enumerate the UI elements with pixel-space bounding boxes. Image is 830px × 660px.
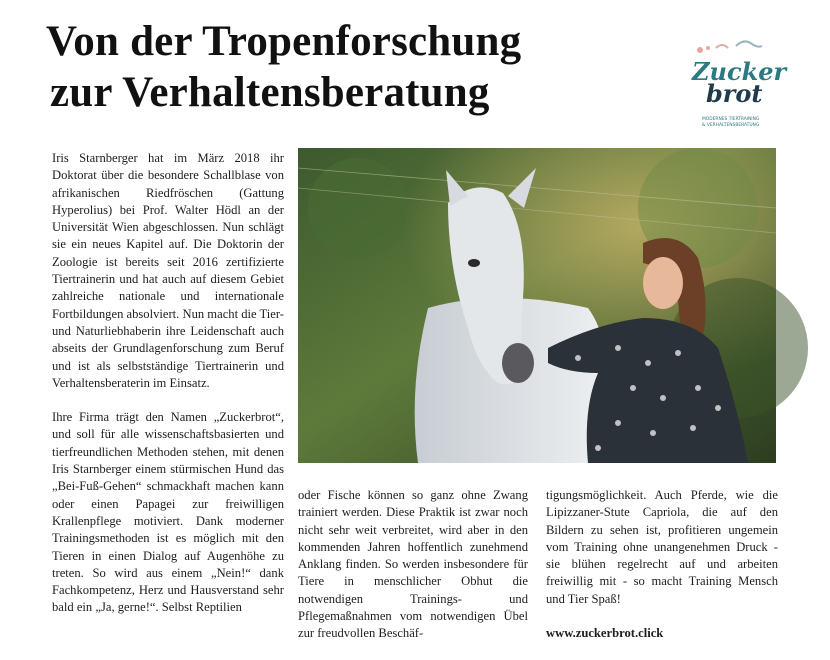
headline-line-1: Von der Tropenforschung xyxy=(46,18,522,65)
headline-line-2: zur Verhaltensberatung xyxy=(50,69,490,116)
website-link[interactable]: www.zuckerbrot.click xyxy=(546,626,664,641)
zuckerbrot-logo xyxy=(686,26,787,134)
article-column-1 xyxy=(52,150,284,634)
article-column-3 xyxy=(546,487,778,642)
headline xyxy=(46,16,521,118)
logo-word-2: brot xyxy=(706,79,763,108)
article-column-2 xyxy=(298,487,528,660)
article-paragraph-2: Ihre Firma trägt den Namen „Zuckerbrot“, und soll für alle wissenschaftsbasierten und tierfreundlichen Methoden stehen, mit denen Iris Starnberger einem stürmischen Hund das „Bei-Fuß-Gehen“ schmackhaft machen kann oder einen Papagei zur freiwilligen Krallenpflege motiviert. Dank moderner Trainingsmethoden ist es möglich mit den Tieren in einen Dialog auf Augenhöhe zu treten. So wird aus einem „Nein!“ dank Fachkompetenz, Herz und Hausverstand sehr bald ein „Ja, gerne!“. Selbst Reptilien xyxy=(52,410,284,615)
zuckerbrot-logo-icon xyxy=(686,26,787,134)
article-paragraph-1: Iris Starnberger hat im März 2018 ihr Doktorat über die besondere Schallblase von afrikanischen Riedfröschen (Gattung Hyperolius) bei Prof. Walter Hödl an der Universität Wien abgeschlossen. Nun schlägt sie ein neues Kapitel auf. Die Doktorin der Zoologie ist bereits seit 2016 zertifizierte Tiertrainerin und hat auch auf diesem Gebiet zahlreiche nationale und internationale Fortbildungen absolviert. Nun macht die Tier- und Naturliebhaberin ihre Leidenschaft auch abseits der Grundlagenforschung zum Beruf und ist als selbstständige Tiertrainerin und Verhaltensberaterin im Einsatz. xyxy=(52,151,285,390)
horse-and-woman-photo xyxy=(298,148,776,463)
logo-word-1: Zucker xyxy=(692,57,787,86)
horse-and-woman-photo-icon xyxy=(298,148,776,463)
logo-tagline-1: MODERNES TIERTRAINING xyxy=(702,117,760,122)
article-paragraph-4: tigungsmöglichkeit. Auch Pferde, wie die Lipizzaner-Stute Capriola, die auf den Bildern zu sehen ist, profitieren ungemein vom Training ohne unangenehmen Druck - sie blühen regelrecht auf und arbeiten freiwillig mit - so macht Training Mensch und Tier Spaß! xyxy=(546,488,778,606)
article-paragraph-3: oder Fische können so ganz ohne Zwang trainiert werden. Diese Praktik ist zwar noch nicht sehr weit verbreitet, wird aber in den kommenden Jahren hoffentlich zunehmend Anklang finden. So werden insbesondere für Tiere in menschlicher Obhut die notwendigen Trainings- und Pflegemaßnahmen vom notwendigen Übel zur freudvollen Beschäf- xyxy=(298,488,528,641)
logo-tagline-2: & VERHALTENSBERATUNG xyxy=(702,123,760,128)
